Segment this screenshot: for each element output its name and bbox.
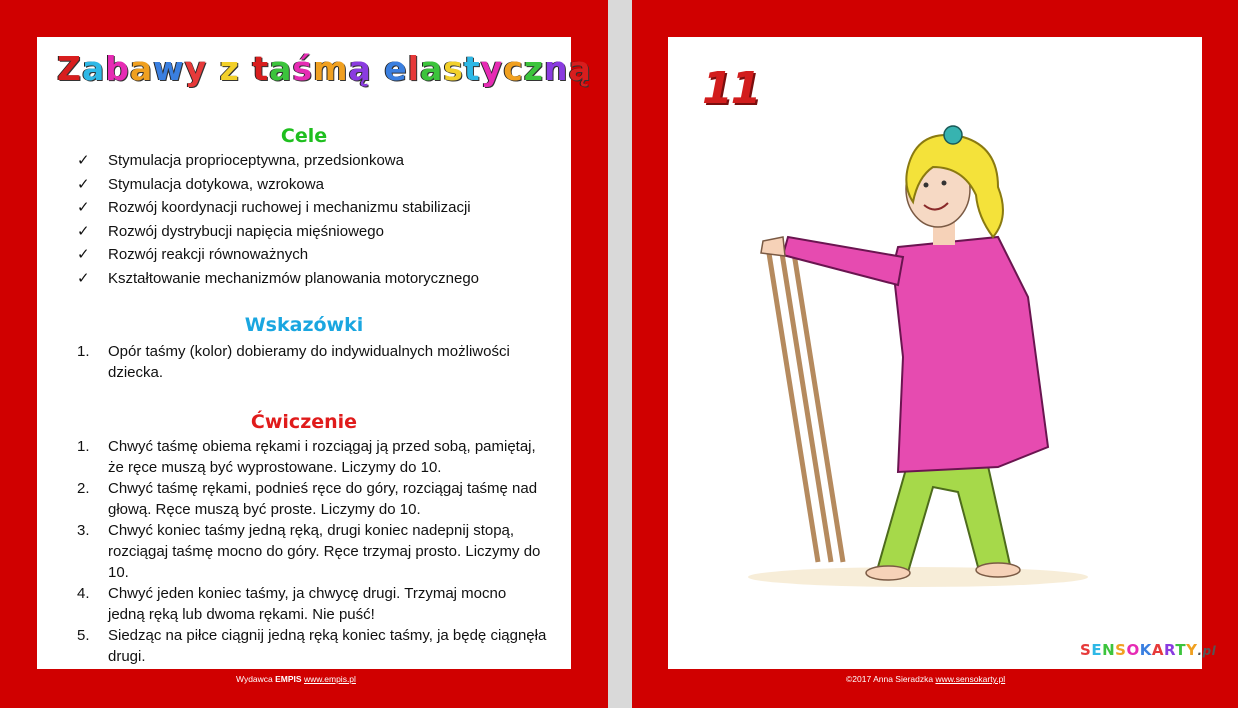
brand-letter: N: [1102, 641, 1116, 659]
text-panel: [37, 37, 592, 669]
exercise-heading: Ćwiczenie: [250, 411, 358, 433]
goal-text: Rozwój reakcji równoważnych: [108, 246, 309, 263]
brand-letter: S: [1080, 641, 1092, 659]
checkmark-icon: ✓: [77, 269, 90, 287]
exercise-item: [77, 478, 546, 520]
floor-shadow: [748, 567, 1088, 587]
title-letter: a: [269, 49, 293, 88]
goal-text: Rozwój dystrybucji napięcia mięśniowego: [108, 222, 384, 240]
item-line: Siedząc na piłce ciągnij jedną ręką koniec taśmy, ja będę ciągnęła: [108, 627, 547, 644]
checkmark-icon: ✓: [77, 246, 90, 263]
exercise-card-text: [0, 0, 608, 708]
title-letter: b: [105, 49, 130, 88]
item-number: 4.: [77, 585, 90, 602]
title-letter: a: [81, 49, 106, 88]
item-line: Opór taśmy (kolor) dobieramy do indywidualnych możliwości: [108, 343, 510, 360]
goal-item: [77, 174, 479, 198]
publisher-link[interactable]: www.empis.pl: [303, 674, 356, 684]
exercise-list: [77, 436, 546, 667]
tips-heading: Wskazówki: [244, 314, 364, 336]
item-line: że ręce muszą być wyprostowane. Liczymy do 10.: [108, 459, 442, 476]
goals-heading: Cele: [280, 125, 328, 147]
title-letter: Z: [57, 49, 82, 88]
sensokarty-link[interactable]: www.sensokarty.pl: [935, 674, 1006, 684]
card-title: [57, 49, 592, 88]
title-letter: a: [129, 49, 154, 88]
title-letter: y: [480, 49, 504, 88]
exercise-card-illustration: [632, 0, 1238, 708]
eye: [924, 183, 929, 188]
elastic-band: [768, 247, 843, 562]
title-letter: ą: [568, 49, 592, 88]
title-letter: w: [153, 49, 185, 88]
tip-item: [77, 341, 510, 383]
title-letter: l: [407, 49, 420, 88]
title-letter: ą: [348, 49, 372, 88]
item-line: 10.: [108, 564, 129, 581]
title-letter: m: [313, 49, 349, 88]
item-number: 3.: [77, 522, 90, 539]
checkmark-icon: ✓: [77, 199, 90, 216]
checkmark-icon: ✓: [77, 222, 90, 240]
checkmark-icon: ✓: [77, 175, 90, 193]
brand-letter: A: [1151, 641, 1164, 659]
publisher-footer: Wydawca EMPIS www.empis.pl: [236, 674, 356, 684]
title-letter: s: [443, 49, 464, 88]
card-number: 11: [702, 63, 760, 114]
item-line: jedną ręką lub dwoma rękami. Nie puść!: [108, 606, 375, 623]
title-letter: a: [419, 49, 444, 88]
sensokarty-logo: [1080, 641, 1216, 659]
hand: [761, 237, 785, 256]
title-letter: z: [219, 49, 240, 88]
exercise-item: [77, 625, 546, 667]
publisher-name: EMPIS: [275, 674, 302, 684]
goals-list: [77, 150, 479, 291]
tips-list: [77, 341, 510, 383]
goal-text: Stymulacja dotykowa, wzrokowa: [108, 175, 324, 193]
goal-item: [77, 268, 479, 292]
title-letter: [240, 49, 253, 88]
item-number: 1.: [77, 438, 90, 455]
item-line: drugi.: [108, 648, 146, 665]
title-letter: c: [503, 49, 524, 88]
exercise-item: [77, 436, 546, 478]
item-line: dziecka.: [108, 364, 164, 381]
item-line: Chwyć jeden koniec taśmy, ja chwycę drugi. Trzymaj mocno: [108, 585, 507, 602]
goal-item: [77, 244, 479, 268]
goal-text: Rozwój koordynacji ruchowej i mechanizmu stabilizacji: [108, 199, 471, 216]
brand-letter: R: [1163, 641, 1176, 659]
title-letter: [372, 49, 385, 88]
item-number: 1.: [77, 343, 90, 360]
title-letter: n: [543, 49, 569, 88]
goal-text: Kształtowanie mechanizmów planowania motorycznego: [108, 269, 480, 287]
hair-tie: [944, 126, 962, 144]
title-letter: [207, 49, 220, 88]
title-letter: z: [523, 49, 544, 88]
brand-letter: E: [1091, 641, 1103, 659]
item-line: rozciągaj taśmę mocno do góry. Ręce trzymaj prosto. Liczymy do: [108, 543, 541, 560]
title-letter: ś: [292, 49, 314, 88]
shirt: [893, 237, 1048, 472]
title-letter: t: [463, 49, 481, 88]
goal-text: Stymulacja proprioceptywna, przedsionkowa: [108, 152, 404, 169]
title-letter: y: [184, 49, 208, 88]
brand-letter: O: [1126, 641, 1140, 659]
item-line: Chwyć taśmę obiema rękami i rozciągaj ją przed sobą, pamiętaj,: [108, 438, 536, 455]
brand-letter: .pl: [1197, 644, 1217, 658]
arm: [783, 237, 903, 285]
brand-letter: S: [1115, 641, 1127, 659]
exercise-item: [77, 583, 546, 625]
goal-item: [77, 221, 479, 245]
right-foot: [976, 563, 1020, 577]
eye: [942, 181, 947, 186]
brand-letter: T: [1175, 641, 1187, 659]
girl-with-elastic-band-illustration: [748, 107, 1128, 587]
goal-item: [77, 197, 479, 221]
left-foot: [866, 566, 910, 580]
brand-letter: K: [1139, 641, 1152, 659]
item-number: 2.: [77, 480, 90, 497]
exercise-item: [77, 520, 546, 583]
card-gap: [608, 0, 632, 708]
item-number: 5.: [77, 627, 90, 644]
brand-letter: Y: [1186, 641, 1198, 659]
goal-item: [77, 150, 479, 174]
checkmark-icon: ✓: [77, 152, 90, 169]
illustration-panel: [668, 37, 1217, 669]
item-line: głową. Ręce muszą być proste. Liczymy do 10.: [108, 501, 421, 518]
title-letter: t: [252, 49, 270, 88]
copyright-footer: ©2017 Anna Sieradzka www.sensokarty.pl: [846, 674, 1006, 684]
item-line: Chwyć taśmę rękami, podnieś ręce do góry, rozciągaj taśmę nad: [108, 480, 538, 497]
item-line: Chwyć koniec taśmy jedną ręką, drugi koniec nadepnij stopą,: [108, 522, 515, 539]
pants: [878, 457, 1010, 572]
title-letter: e: [384, 49, 408, 88]
